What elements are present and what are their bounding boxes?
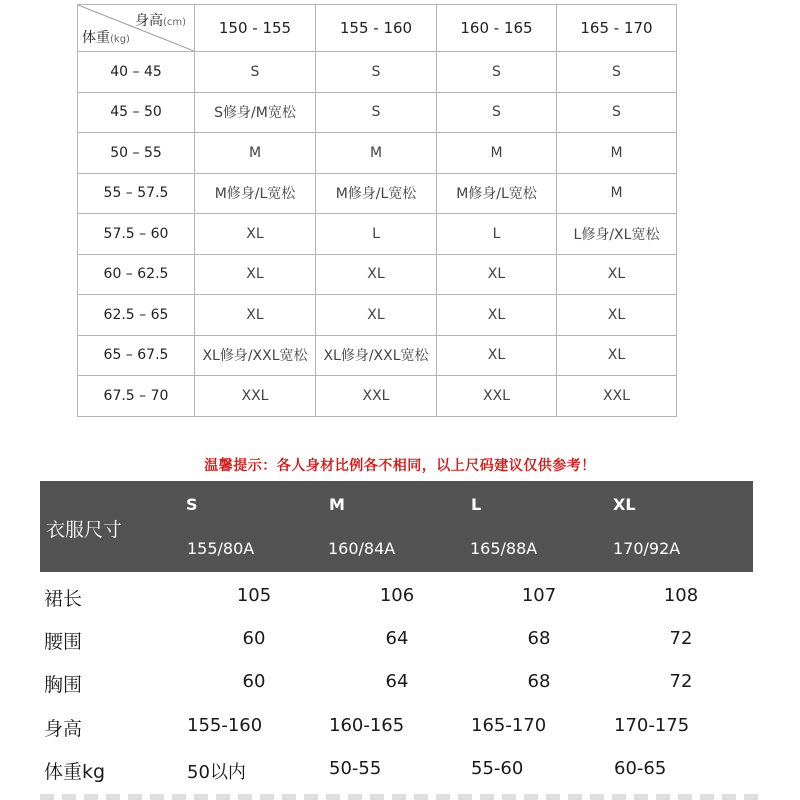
weight-range-cell: 40 – 45 <box>78 52 195 93</box>
recommended-size-cell: M <box>195 133 316 174</box>
weight-range-cell: 57.5 – 60 <box>78 214 195 255</box>
recommended-size-cell: S修身/M宽松 <box>195 92 316 133</box>
recommended-size-cell: L修身/XL宽松 <box>557 214 677 255</box>
recommended-size-cell: L <box>437 214 557 255</box>
recommended-size-cell: XL <box>316 254 437 295</box>
recommended-size-cell: S <box>316 52 437 93</box>
weight-range-cell: 50 – 55 <box>78 133 195 174</box>
recommended-size-cell: S <box>316 92 437 133</box>
size-chart-body <box>78 52 677 417</box>
weight-axis-label: 体重(kg) <box>82 30 130 46</box>
recommended-size-cell: XXL <box>557 376 677 417</box>
measurement-value: 160-165 <box>329 715 405 736</box>
recommended-size-cell: M <box>557 173 677 214</box>
height-column-header: 165 - 170 <box>557 5 677 52</box>
measurement-label: 裙长 <box>44 588 83 610</box>
measurement-value: 64 <box>385 628 409 649</box>
weight-range-cell: 55 – 57.5 <box>78 173 195 214</box>
size-code: S <box>186 495 198 514</box>
recommended-size-cell: XXL <box>195 376 316 417</box>
recommended-size-cell: XL <box>437 335 557 376</box>
measurement-value: 60 <box>242 628 266 649</box>
size-chart-table <box>77 4 677 417</box>
measurement-label: 身高 <box>44 718 83 740</box>
size-standard: 165/88A <box>470 539 538 558</box>
recommended-size-cell: S <box>557 92 677 133</box>
recommended-size-cell: XL <box>437 254 557 295</box>
measurement-value: 60-65 <box>614 758 667 779</box>
height-axis-label: 身高(cm) <box>134 13 186 29</box>
height-column-header: 160 - 165 <box>437 5 557 52</box>
size-code: L <box>471 495 482 514</box>
measurement-value: 170-175 <box>614 715 690 736</box>
recommended-size-cell: XL <box>195 295 316 336</box>
size-code: XL <box>613 495 636 514</box>
recommended-size-cell: XL <box>557 335 677 376</box>
recommended-size-cell: XL <box>557 254 677 295</box>
size-chart-row <box>78 173 677 214</box>
size-chart-row <box>78 133 677 174</box>
height-column-header: 150 - 155 <box>195 5 316 52</box>
recommended-size-cell: XL修身/XXL宽松 <box>195 335 316 376</box>
recommended-size-cell: S <box>557 52 677 93</box>
weight-range-cell: 45 – 50 <box>78 92 195 133</box>
measurement-value: 50-55 <box>329 758 382 779</box>
recommended-size-cell: M修身/L宽松 <box>195 173 316 214</box>
recommended-size-cell: M修身/L宽松 <box>316 173 437 214</box>
recommended-size-cell: XL <box>557 295 677 336</box>
measurement-value: 108 <box>663 585 699 606</box>
recommended-size-cell: S <box>195 52 316 93</box>
recommended-size-cell: XL <box>195 214 316 255</box>
measurement-value: 106 <box>379 585 415 606</box>
size-standard: 160/84A <box>328 539 396 558</box>
size-standard: 155/80A <box>187 539 255 558</box>
cropped-text-line <box>40 794 760 800</box>
recommended-size-cell: XL <box>437 295 557 336</box>
garment-size-header <box>40 481 753 572</box>
recommended-size-cell: XL <box>316 295 437 336</box>
measurement-value: 155-160 <box>187 715 263 736</box>
recommended-size-cell: S <box>437 52 557 93</box>
size-chart-row <box>78 295 677 336</box>
measurement-value: 72 <box>669 628 693 649</box>
recommended-size-cell: L <box>316 214 437 255</box>
size-chart-row <box>78 214 677 255</box>
recommended-size-cell: M修身/L宽松 <box>437 173 557 214</box>
measurement-label: 体重kg <box>44 761 106 783</box>
recommended-size-cell: XL修身/XXL宽松 <box>316 335 437 376</box>
measurement-value: 68 <box>527 628 551 649</box>
size-chart-row <box>78 376 677 417</box>
recommended-size-cell: XXL <box>316 376 437 417</box>
recommended-size-cell: XXL <box>437 376 557 417</box>
measurement-value: 107 <box>521 585 557 606</box>
measurement-value: 64 <box>385 671 409 692</box>
measurement-value: 72 <box>669 671 693 692</box>
recommended-size-cell: M <box>437 133 557 174</box>
recommended-size-cell: XL <box>195 254 316 295</box>
height-column-header: 155 - 160 <box>316 5 437 52</box>
size-advice-note: 温馨提示：各人身材比例各不相同，以上尺码建议仅供参考！ <box>204 458 596 474</box>
measurement-value: 105 <box>236 585 272 606</box>
measurement-label: 胸围 <box>44 674 83 696</box>
size-chart-header-row <box>78 5 677 52</box>
recommended-size-cell: M <box>316 133 437 174</box>
measurement-value: 60 <box>242 671 266 692</box>
weight-range-cell: 65 – 67.5 <box>78 335 195 376</box>
weight-range-cell: 60 – 62.5 <box>78 254 195 295</box>
weight-range-cell: 62.5 – 65 <box>78 295 195 336</box>
size-chart-row <box>78 254 677 295</box>
size-chart-row <box>78 52 677 93</box>
garment-size-title: 衣服尺寸 <box>46 519 123 541</box>
weight-range-cell: 67.5 – 70 <box>78 376 195 417</box>
measurement-value: 165-170 <box>471 715 547 736</box>
size-chart-row <box>78 92 677 133</box>
recommended-size-cell: M <box>557 133 677 174</box>
size-chart-corner-cell <box>78 5 195 52</box>
measurement-value: 55-60 <box>471 758 524 779</box>
size-code: M <box>329 495 345 514</box>
measurement-label: 腰围 <box>44 631 83 653</box>
measurement-value: 68 <box>527 671 551 692</box>
measurement-value: 50以内 <box>187 762 246 783</box>
size-chart-row <box>78 335 677 376</box>
size-standard: 170/92A <box>613 539 681 558</box>
recommended-size-cell: S <box>437 92 557 133</box>
